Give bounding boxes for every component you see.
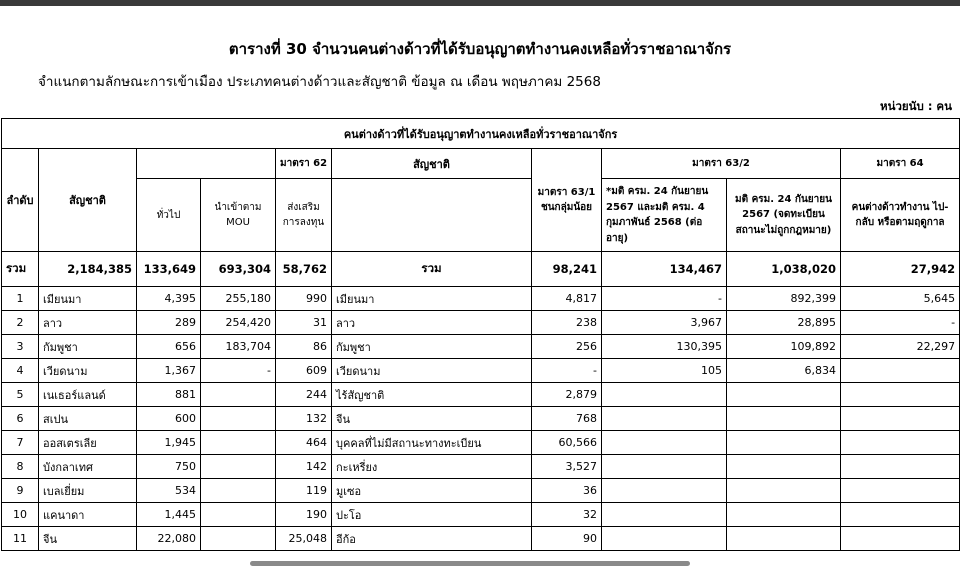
cell-nat: สเปน — [39, 407, 137, 431]
cell-s631: 90 — [532, 527, 602, 551]
cell-nat: เบลเยี่ยม — [39, 479, 137, 503]
cell-s631: - — [532, 359, 602, 383]
total-border: 27,942 — [841, 252, 960, 287]
cell-nat2: ไร้สัญชาติ — [332, 383, 532, 407]
cell-cab-a — [602, 503, 727, 527]
cell-cab-a: 130,395 — [602, 335, 727, 359]
cell-cab-a: 3,967 — [602, 311, 727, 335]
cell-inv: 31 — [276, 311, 332, 335]
cell-general: 881 — [137, 383, 201, 407]
cell-nat2: ลาว — [332, 311, 532, 335]
cell-s631: 36 — [532, 479, 602, 503]
cell-s631: 768 — [532, 407, 602, 431]
table-row — [2, 503, 960, 527]
total-row — [2, 252, 960, 287]
cell-cab-a: 105 — [602, 359, 727, 383]
cell-mou: 254,420 — [201, 311, 276, 335]
cell-no: 4 — [2, 359, 39, 383]
cell-no: 11 — [2, 527, 39, 551]
total-label-right: รวม — [332, 252, 532, 287]
cell-cab-b: 892,399 — [727, 287, 841, 311]
total-label: รวม — [2, 252, 39, 287]
cell-nat: ออสเตรเลีย — [39, 431, 137, 455]
table-row — [2, 479, 960, 503]
cell-s631: 60,566 — [532, 431, 602, 455]
header-investment: ส่งเสริมการลงทุน — [276, 179, 332, 252]
table-row — [2, 527, 960, 551]
cell-cab-a — [602, 455, 727, 479]
worker-permit-table — [1, 118, 960, 551]
cell-nat: จีน — [39, 527, 137, 551]
cell-nat: ลาว — [39, 311, 137, 335]
cell-mou: - — [201, 359, 276, 383]
cell-inv: 142 — [276, 455, 332, 479]
cell-general: 600 — [137, 407, 201, 431]
total-cabinet-b: 1,038,020 — [727, 252, 841, 287]
cell-mou — [201, 527, 276, 551]
cell-cab-b — [727, 503, 841, 527]
cell-general: 22,080 — [137, 527, 201, 551]
header-sec64: มาตรา 64 — [841, 149, 960, 179]
cell-mou — [201, 479, 276, 503]
cell-s631: 238 — [532, 311, 602, 335]
cell-cab-b — [727, 431, 841, 455]
cell-cab-b: 6,834 — [727, 359, 841, 383]
cell-no: 6 — [2, 407, 39, 431]
cell-nat: เวียดนาม — [39, 359, 137, 383]
cell-s631: 256 — [532, 335, 602, 359]
header-sec62: มาตรา 62 — [276, 149, 332, 179]
header-nationality-right-blank — [332, 179, 532, 252]
cell-s631: 4,817 — [532, 287, 602, 311]
cell-nat2: มูเซอ — [332, 479, 532, 503]
table-row — [2, 431, 960, 455]
table-row — [2, 287, 960, 311]
cell-cab-b — [727, 383, 841, 407]
unit-label: หน่วยนับ : คน — [880, 99, 952, 113]
cell-nat2: ปะโอ — [332, 503, 532, 527]
cell-inv: 464 — [276, 431, 332, 455]
total-mou: 693,304 — [201, 252, 276, 287]
cell-cab-a — [602, 479, 727, 503]
cell-border — [841, 407, 960, 431]
cell-no: 10 — [2, 503, 39, 527]
cell-cab-b — [727, 455, 841, 479]
cell-nat2: กะเหรี่ยง — [332, 455, 532, 479]
cell-s631: 2,879 — [532, 383, 602, 407]
cell-cab-a — [602, 431, 727, 455]
header-blank-group — [137, 149, 276, 179]
cell-mou — [201, 383, 276, 407]
cell-cab-a — [602, 527, 727, 551]
cell-inv: 25,048 — [276, 527, 332, 551]
header-cabinet-b: มติ ครม. 24 กันยายน 2567 (จดทะเบียนสถานะไม่ถูกกฎหมาย) — [727, 179, 841, 252]
cell-no: 1 — [2, 287, 39, 311]
header-border: คนต่างด้าวทำงาน ไป-กลับ หรือตามฤดูกาล — [841, 179, 960, 252]
cell-cab-b: 28,895 — [727, 311, 841, 335]
cell-border — [841, 479, 960, 503]
table-row — [2, 359, 960, 383]
cell-no: 5 — [2, 383, 39, 407]
cell-nat: กัมพูชา — [39, 335, 137, 359]
cell-border — [841, 455, 960, 479]
cell-s631: 3,527 — [532, 455, 602, 479]
cell-mou — [201, 455, 276, 479]
cell-inv: 609 — [276, 359, 332, 383]
cell-nat: เมียนมา — [39, 287, 137, 311]
cell-mou: 255,180 — [201, 287, 276, 311]
cell-inv: 190 — [276, 503, 332, 527]
cell-inv: 86 — [276, 335, 332, 359]
header-nationality-right: สัญชาติ — [332, 149, 532, 179]
cell-nat2: จีน — [332, 407, 532, 431]
total-general: 133,649 — [137, 252, 201, 287]
table-row — [2, 311, 960, 335]
cell-general: 1,445 — [137, 503, 201, 527]
cell-mou — [201, 431, 276, 455]
table-row — [2, 407, 960, 431]
cell-border: - — [841, 311, 960, 335]
cell-no: 3 — [2, 335, 39, 359]
cell-border — [841, 383, 960, 407]
total-cabinet-a: 134,467 — [602, 252, 727, 287]
header-order: ลำดับ — [2, 149, 39, 252]
cell-mou — [201, 503, 276, 527]
cell-border — [841, 431, 960, 455]
cell-inv: 132 — [276, 407, 332, 431]
table-row — [2, 455, 960, 479]
cell-border: 5,645 — [841, 287, 960, 311]
header-general: ทั่วไป — [137, 179, 201, 252]
header-cabinet-a: *มติ ครม. 24 กันยายน 2567 และมติ ครม. 4 กุมภาพันธ์ 2568 (ต่ออายุ) — [602, 179, 727, 252]
cell-no: 2 — [2, 311, 39, 335]
cell-border — [841, 359, 960, 383]
total-investment: 58,762 — [276, 252, 332, 287]
cell-nat: เนเธอร์แลนด์ — [39, 383, 137, 407]
cell-nat2: เมียนมา — [332, 287, 532, 311]
cell-nat2: กัมพูชา — [332, 335, 532, 359]
top-window-bar — [0, 0, 960, 6]
cell-general: 1,367 — [137, 359, 201, 383]
cell-cab-b — [727, 479, 841, 503]
total-sec63-1: 98,241 — [532, 252, 602, 287]
cell-nat2: บุคคลที่ไม่มีสถานะทางทะเบียน — [332, 431, 532, 455]
cell-general: 750 — [137, 455, 201, 479]
header-sec63-1: มาตรา 63/1 ชนกลุ่มน้อย — [532, 149, 602, 252]
cell-nat2: อีก้อ — [332, 527, 532, 551]
cell-mou: 183,704 — [201, 335, 276, 359]
table-row — [2, 335, 960, 359]
cell-cab-a: - — [602, 287, 727, 311]
cell-border — [841, 503, 960, 527]
cell-border: 22,297 — [841, 335, 960, 359]
cell-s631: 32 — [532, 503, 602, 527]
cell-nat: แคนาดา — [39, 503, 137, 527]
cell-general: 1,945 — [137, 431, 201, 455]
cell-no: 9 — [2, 479, 39, 503]
table-row — [2, 383, 960, 407]
table-top-header: คนต่างด้าวที่ได้รับอนุญาตทำงานคงเหลือทั่วราชอาณาจักร — [2, 119, 960, 149]
cell-general: 534 — [137, 479, 201, 503]
cell-nat2: เวียดนาม — [332, 359, 532, 383]
header-nationality-left: สัญชาติ — [39, 149, 137, 252]
page-subtitle: จำแนกตามลักษณะการเข้าเมือง ประเภทคนต่างด้าวและสัญชาติ ข้อมูล ณ เดือน พฤษภาคม 2568 — [38, 74, 601, 90]
cell-nat: บังกลาเทศ — [39, 455, 137, 479]
cell-general: 656 — [137, 335, 201, 359]
cell-cab-a — [602, 407, 727, 431]
cell-cab-b — [727, 527, 841, 551]
cell-inv: 119 — [276, 479, 332, 503]
cell-inv: 990 — [276, 287, 332, 311]
cell-mou — [201, 407, 276, 431]
cell-border — [841, 527, 960, 551]
page-title: ตารางที่ 30 จำนวนคนต่างด้าวที่ได้รับอนุญาตทำงานคงเหลือทั่วราชอาณาจักร — [228, 40, 732, 58]
horizontal-scrollbar[interactable] — [250, 561, 690, 566]
cell-general: 4,395 — [137, 287, 201, 311]
cell-cab-a — [602, 383, 727, 407]
cell-inv: 244 — [276, 383, 332, 407]
header-mou: นำเข้าตาม MOU — [201, 179, 276, 252]
cell-cab-b: 109,892 — [727, 335, 841, 359]
cell-general: 289 — [137, 311, 201, 335]
cell-no: 7 — [2, 431, 39, 455]
header-sec63-2: มาตรา 63/2 — [602, 149, 841, 179]
cell-no: 8 — [2, 455, 39, 479]
cell-cab-b — [727, 407, 841, 431]
total-left: 2,184,385 — [39, 252, 137, 287]
